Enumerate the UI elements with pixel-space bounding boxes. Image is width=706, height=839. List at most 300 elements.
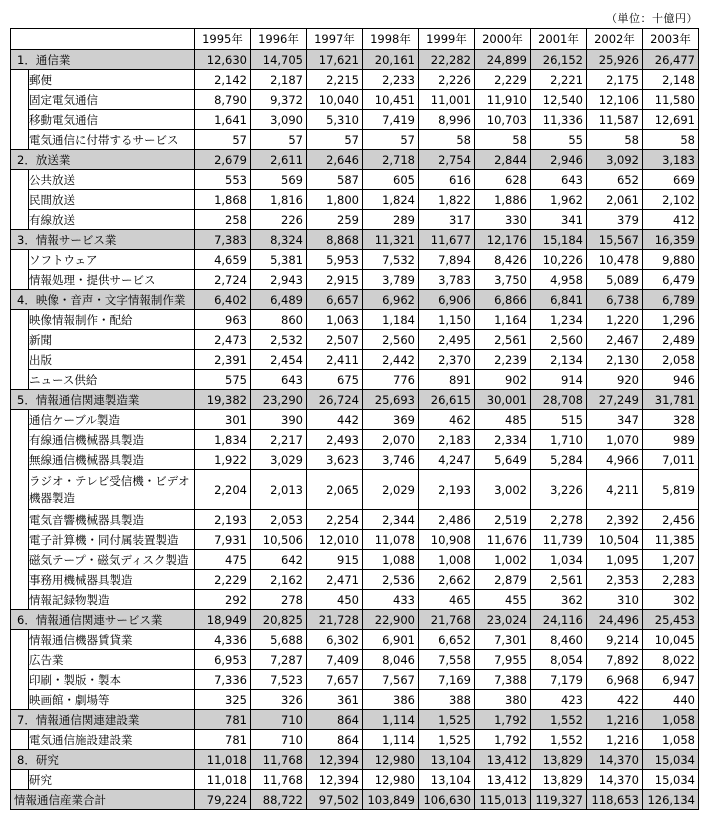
value-cell: 97,502 (307, 790, 363, 810)
item-row (11, 690, 699, 710)
value-cell: 2,456 (643, 510, 699, 530)
value-cell: 8,054 (531, 650, 587, 670)
item-label: 無線通信機械器具製造 (29, 450, 195, 470)
value-cell: 6,841 (531, 290, 587, 310)
value-cell: 103,849 (363, 790, 419, 810)
value-cell: 16,359 (643, 230, 699, 250)
indent-cell (11, 130, 29, 150)
indent-cell (11, 270, 29, 290)
value-cell: 587 (307, 170, 363, 190)
value-cell: 1,868 (195, 190, 251, 210)
item-label: 有線通信機械器具製造 (29, 430, 195, 450)
value-cell: 5,310 (307, 110, 363, 130)
value-cell: 302 (643, 590, 699, 610)
value-cell: 31,781 (643, 390, 699, 410)
value-cell: 1,058 (643, 710, 699, 730)
value-cell: 26,477 (643, 50, 699, 70)
item-row (11, 170, 699, 190)
value-cell: 10,045 (643, 630, 699, 650)
year-header: 2001年 (531, 29, 587, 50)
value-cell: 6,906 (419, 290, 475, 310)
value-cell: 864 (307, 710, 363, 730)
value-cell: 2,370 (419, 350, 475, 370)
item-label: 印刷・製版・製本 (29, 670, 195, 690)
value-cell: 58 (587, 130, 643, 150)
value-cell: 2,844 (475, 150, 531, 170)
indent-cell (11, 770, 29, 790)
value-cell: 2,204 (195, 470, 251, 510)
indent-cell (11, 670, 29, 690)
value-cell: 10,703 (475, 110, 531, 130)
value-cell: 379 (587, 210, 643, 230)
value-cell: 1,792 (475, 730, 531, 750)
value-cell: 79,224 (195, 790, 251, 810)
value-cell: 6,489 (251, 290, 307, 310)
item-row (11, 530, 699, 550)
value-cell: 11,321 (363, 230, 419, 250)
total-row (11, 790, 699, 810)
value-cell: 3,092 (587, 150, 643, 170)
value-cell: 3,746 (363, 450, 419, 470)
indent-cell (11, 470, 29, 510)
value-cell: 7,955 (475, 650, 531, 670)
year-header: 1998年 (363, 29, 419, 50)
value-cell: 2,467 (587, 330, 643, 350)
value-cell: 390 (251, 410, 307, 430)
value-cell: 2,058 (643, 350, 699, 370)
value-cell: 1,296 (643, 310, 699, 330)
value-cell: 2,536 (363, 570, 419, 590)
value-cell: 55 (531, 130, 587, 150)
value-cell: 2,013 (251, 470, 307, 510)
value-cell: 18,949 (195, 610, 251, 630)
value-cell: 11,768 (251, 770, 307, 790)
value-cell: 22,282 (419, 50, 475, 70)
value-cell: 616 (419, 170, 475, 190)
value-cell: 7,409 (307, 650, 363, 670)
item-row (11, 570, 699, 590)
value-cell: 3,090 (251, 110, 307, 130)
value-cell: 3,750 (475, 270, 531, 290)
value-cell: 14,370 (587, 770, 643, 790)
value-cell: 2,353 (587, 570, 643, 590)
value-cell: 442 (307, 410, 363, 430)
value-cell: 2,226 (419, 70, 475, 90)
value-cell: 6,402 (195, 290, 251, 310)
table-body (11, 50, 699, 810)
value-cell: 5,688 (251, 630, 307, 650)
value-cell: 15,034 (643, 770, 699, 790)
value-cell: 1,962 (531, 190, 587, 210)
value-cell: 553 (195, 170, 251, 190)
value-cell: 3,783 (419, 270, 475, 290)
value-cell: 115,013 (475, 790, 531, 810)
value-cell: 11,677 (419, 230, 475, 250)
value-cell: 259 (307, 210, 363, 230)
item-label: ラジオ・テレビ受信機・ビデオ機器製造 (29, 470, 195, 510)
value-cell: 1,164 (475, 310, 531, 330)
category-label: 3．情報サービス業 (11, 230, 195, 250)
value-cell: 2,646 (307, 150, 363, 170)
value-cell: 7,894 (419, 250, 475, 270)
value-cell: 2,561 (531, 570, 587, 590)
value-cell: 3,029 (251, 450, 307, 470)
value-cell: 2,879 (475, 570, 531, 590)
value-cell: 7,532 (363, 250, 419, 270)
value-cell: 6,901 (363, 630, 419, 650)
value-cell: 6,789 (643, 290, 699, 310)
value-cell: 6,652 (419, 630, 475, 650)
value-cell: 2,662 (419, 570, 475, 590)
value-cell: 23,290 (251, 390, 307, 410)
value-cell: 2,130 (587, 350, 643, 370)
value-cell: 2,344 (363, 510, 419, 530)
value-cell: 11,018 (195, 750, 251, 770)
item-row (11, 770, 699, 790)
value-cell: 5,819 (643, 470, 699, 510)
value-cell: 2,411 (307, 350, 363, 370)
value-cell: 1,114 (363, 730, 419, 750)
value-cell: 8,868 (307, 230, 363, 250)
total-label: 情報通信産業合計 (11, 790, 195, 810)
value-cell: 15,184 (531, 230, 587, 250)
category-label: 5．情報通信関連製造業 (11, 390, 195, 410)
item-label: 映像情報制作・配給 (29, 310, 195, 330)
item-row (11, 510, 699, 530)
item-label: 出版 (29, 350, 195, 370)
value-cell: 24,899 (475, 50, 531, 70)
value-cell: 605 (363, 170, 419, 190)
value-cell: 946 (643, 370, 699, 390)
value-cell: 6,657 (307, 290, 363, 310)
value-cell: 1,184 (363, 310, 419, 330)
value-cell: 7,523 (251, 670, 307, 690)
value-cell: 2,283 (643, 570, 699, 590)
value-cell: 2,560 (531, 330, 587, 350)
item-row (11, 310, 699, 330)
value-cell: 423 (531, 690, 587, 710)
value-cell: 25,693 (363, 390, 419, 410)
category-row (11, 150, 699, 170)
item-row (11, 90, 699, 110)
value-cell: 1,822 (419, 190, 475, 210)
value-cell: 7,419 (363, 110, 419, 130)
value-cell: 1,114 (363, 710, 419, 730)
value-cell: 12,010 (307, 530, 363, 550)
value-cell: 6,953 (195, 650, 251, 670)
value-cell: 362 (531, 590, 587, 610)
value-cell: 2,489 (643, 330, 699, 350)
value-cell: 2,391 (195, 350, 251, 370)
value-cell: 88,722 (251, 790, 307, 810)
value-cell: 7,931 (195, 530, 251, 550)
indent-cell (11, 410, 29, 430)
value-cell: 914 (531, 370, 587, 390)
item-label: 電気通信施設建設業 (29, 730, 195, 750)
value-cell: 710 (251, 730, 307, 750)
value-cell: 2,239 (475, 350, 531, 370)
value-cell: 12,980 (363, 770, 419, 790)
value-cell: 7,287 (251, 650, 307, 670)
category-row (11, 230, 699, 250)
item-row (11, 730, 699, 750)
item-row (11, 650, 699, 670)
indent-cell (11, 90, 29, 110)
value-cell: 2,070 (363, 430, 419, 450)
value-cell: 643 (531, 170, 587, 190)
value-cell: 433 (363, 590, 419, 610)
value-cell: 2,233 (363, 70, 419, 90)
indent-cell (11, 730, 29, 750)
value-cell: 1,220 (587, 310, 643, 330)
value-cell: 4,958 (531, 270, 587, 290)
value-cell: 6,866 (475, 290, 531, 310)
header-row (11, 29, 699, 50)
value-cell: 347 (587, 410, 643, 430)
value-cell: 1,216 (587, 710, 643, 730)
indent-cell (11, 330, 29, 350)
value-cell: 864 (307, 730, 363, 750)
value-cell: 2,532 (251, 330, 307, 350)
value-cell: 1,063 (307, 310, 363, 330)
value-cell: 30,001 (475, 390, 531, 410)
value-cell: 2,473 (195, 330, 251, 350)
item-row (11, 190, 699, 210)
value-cell: 710 (251, 710, 307, 730)
value-cell: 2,486 (419, 510, 475, 530)
value-cell: 1,008 (419, 550, 475, 570)
item-row (11, 350, 699, 370)
value-cell: 5,089 (587, 270, 643, 290)
value-cell: 628 (475, 170, 531, 190)
item-label: ニュース供給 (29, 370, 195, 390)
value-cell: 10,226 (531, 250, 587, 270)
value-cell: 1,816 (251, 190, 307, 210)
item-label: 情報通信機器賃貸業 (29, 630, 195, 650)
category-label: 1．通信業 (11, 50, 195, 70)
value-cell: 11,018 (195, 770, 251, 790)
value-cell: 2,215 (307, 70, 363, 90)
value-cell: 15,567 (587, 230, 643, 250)
value-cell: 4,211 (587, 470, 643, 510)
value-cell: 7,388 (475, 670, 531, 690)
industry-table (10, 28, 699, 810)
value-cell: 289 (363, 210, 419, 230)
value-cell: 515 (531, 410, 587, 430)
value-cell: 326 (251, 690, 307, 710)
value-cell: 3,623 (307, 450, 363, 470)
value-cell: 776 (363, 370, 419, 390)
value-cell: 1,088 (363, 550, 419, 570)
value-cell: 26,724 (307, 390, 363, 410)
value-cell: 963 (195, 310, 251, 330)
value-cell: 11,336 (531, 110, 587, 130)
value-cell: 11,910 (475, 90, 531, 110)
value-cell: 1,552 (531, 730, 587, 750)
value-cell: 10,908 (419, 530, 475, 550)
category-label: 2．放送業 (11, 150, 195, 170)
indent-cell (11, 250, 29, 270)
item-label: 有線放送 (29, 210, 195, 230)
value-cell: 27,249 (587, 390, 643, 410)
year-header: 1996年 (251, 29, 307, 50)
indent-cell (11, 650, 29, 670)
category-label: 8．研究 (11, 750, 195, 770)
value-cell: 2,334 (475, 430, 531, 450)
category-row (11, 390, 699, 410)
value-cell: 5,649 (475, 450, 531, 470)
value-cell: 2,061 (587, 190, 643, 210)
indent-cell (11, 450, 29, 470)
item-label: 情報処理・提供サービス (29, 270, 195, 290)
indent-cell (11, 630, 29, 650)
value-cell: 2,915 (307, 270, 363, 290)
value-cell: 422 (587, 690, 643, 710)
item-row (11, 470, 699, 510)
value-cell: 2,029 (363, 470, 419, 510)
value-cell: 7,567 (363, 670, 419, 690)
value-cell: 13,412 (475, 770, 531, 790)
value-cell: 23,024 (475, 610, 531, 630)
value-cell: 1,886 (475, 190, 531, 210)
value-cell: 126,134 (643, 790, 699, 810)
value-cell: 6,968 (587, 670, 643, 690)
value-cell: 8,426 (475, 250, 531, 270)
value-cell: 21,728 (307, 610, 363, 630)
indent-cell (11, 190, 29, 210)
indent-cell (11, 370, 29, 390)
indent-cell (11, 170, 29, 190)
value-cell: 1,095 (587, 550, 643, 570)
value-cell: 12,691 (643, 110, 699, 130)
value-cell: 575 (195, 370, 251, 390)
value-cell: 11,078 (363, 530, 419, 550)
item-label: 映画館・劇場等 (29, 690, 195, 710)
category-label: 6．情報通信関連サービス業 (11, 610, 195, 630)
value-cell: 19,382 (195, 390, 251, 410)
value-cell: 317 (419, 210, 475, 230)
value-cell: 5,381 (251, 250, 307, 270)
value-cell: 26,152 (531, 50, 587, 70)
value-cell: 14,705 (251, 50, 307, 70)
value-cell: 989 (643, 430, 699, 450)
value-cell: 57 (363, 130, 419, 150)
value-cell: 669 (643, 170, 699, 190)
value-cell: 7,383 (195, 230, 251, 250)
value-cell: 20,825 (251, 610, 307, 630)
value-cell: 388 (419, 690, 475, 710)
item-row (11, 110, 699, 130)
category-label: 7．情報通信関連建設業 (11, 710, 195, 730)
value-cell: 1,525 (419, 730, 475, 750)
value-cell: 58 (475, 130, 531, 150)
value-cell: 2,142 (195, 70, 251, 90)
value-cell: 12,980 (363, 750, 419, 770)
value-cell: 8,790 (195, 90, 251, 110)
value-cell: 12,106 (587, 90, 643, 110)
value-cell: 10,478 (587, 250, 643, 270)
value-cell: 7,011 (643, 450, 699, 470)
value-cell: 7,657 (307, 670, 363, 690)
value-cell: 7,558 (419, 650, 475, 670)
value-cell: 1,800 (307, 190, 363, 210)
value-cell: 1,070 (587, 430, 643, 450)
item-row (11, 550, 699, 570)
value-cell: 14,370 (587, 750, 643, 770)
item-row (11, 270, 699, 290)
value-cell: 12,176 (475, 230, 531, 250)
year-header: 1995年 (195, 29, 251, 50)
value-cell: 58 (419, 130, 475, 150)
value-cell: 386 (363, 690, 419, 710)
item-label: 電気音響機械器具製造 (29, 510, 195, 530)
value-cell: 6,479 (643, 270, 699, 290)
indent-cell (11, 590, 29, 610)
value-cell: 226 (251, 210, 307, 230)
value-cell: 7,179 (531, 670, 587, 690)
value-cell: 2,193 (419, 470, 475, 510)
value-cell: 292 (195, 590, 251, 610)
value-cell: 4,659 (195, 250, 251, 270)
value-cell: 11,739 (531, 530, 587, 550)
value-cell: 1,002 (475, 550, 531, 570)
category-row (11, 290, 699, 310)
item-row (11, 130, 699, 150)
value-cell: 118,653 (587, 790, 643, 810)
value-cell: 643 (251, 370, 307, 390)
value-cell: 1,641 (195, 110, 251, 130)
value-cell: 2,193 (195, 510, 251, 530)
value-cell: 2,442 (363, 350, 419, 370)
item-row (11, 670, 699, 690)
value-cell: 10,040 (307, 90, 363, 110)
value-cell: 891 (419, 370, 475, 390)
value-cell: 4,966 (587, 450, 643, 470)
value-cell: 380 (475, 690, 531, 710)
item-row (11, 590, 699, 610)
value-cell: 1,034 (531, 550, 587, 570)
value-cell: 2,065 (307, 470, 363, 510)
year-header: 2000年 (475, 29, 531, 50)
value-cell: 57 (251, 130, 307, 150)
value-cell: 3,226 (531, 470, 587, 510)
value-cell: 57 (307, 130, 363, 150)
category-row (11, 50, 699, 70)
value-cell: 3,183 (643, 150, 699, 170)
value-cell: 10,504 (587, 530, 643, 550)
value-cell: 328 (643, 410, 699, 430)
value-cell: 4,336 (195, 630, 251, 650)
item-label: 新聞 (29, 330, 195, 350)
value-cell: 8,460 (531, 630, 587, 650)
category-row (11, 750, 699, 770)
value-cell: 860 (251, 310, 307, 330)
value-cell: 8,324 (251, 230, 307, 250)
value-cell: 325 (195, 690, 251, 710)
indent-cell (11, 110, 29, 130)
year-header: 1999年 (419, 29, 475, 50)
value-cell: 2,560 (363, 330, 419, 350)
value-cell: 13,104 (419, 770, 475, 790)
value-cell: 7,336 (195, 670, 251, 690)
value-cell: 10,451 (363, 90, 419, 110)
value-cell: 11,587 (587, 110, 643, 130)
value-cell: 2,187 (251, 70, 307, 90)
value-cell: 8,996 (419, 110, 475, 130)
value-cell: 13,104 (419, 750, 475, 770)
value-cell: 440 (643, 690, 699, 710)
year-header: 2002年 (587, 29, 643, 50)
